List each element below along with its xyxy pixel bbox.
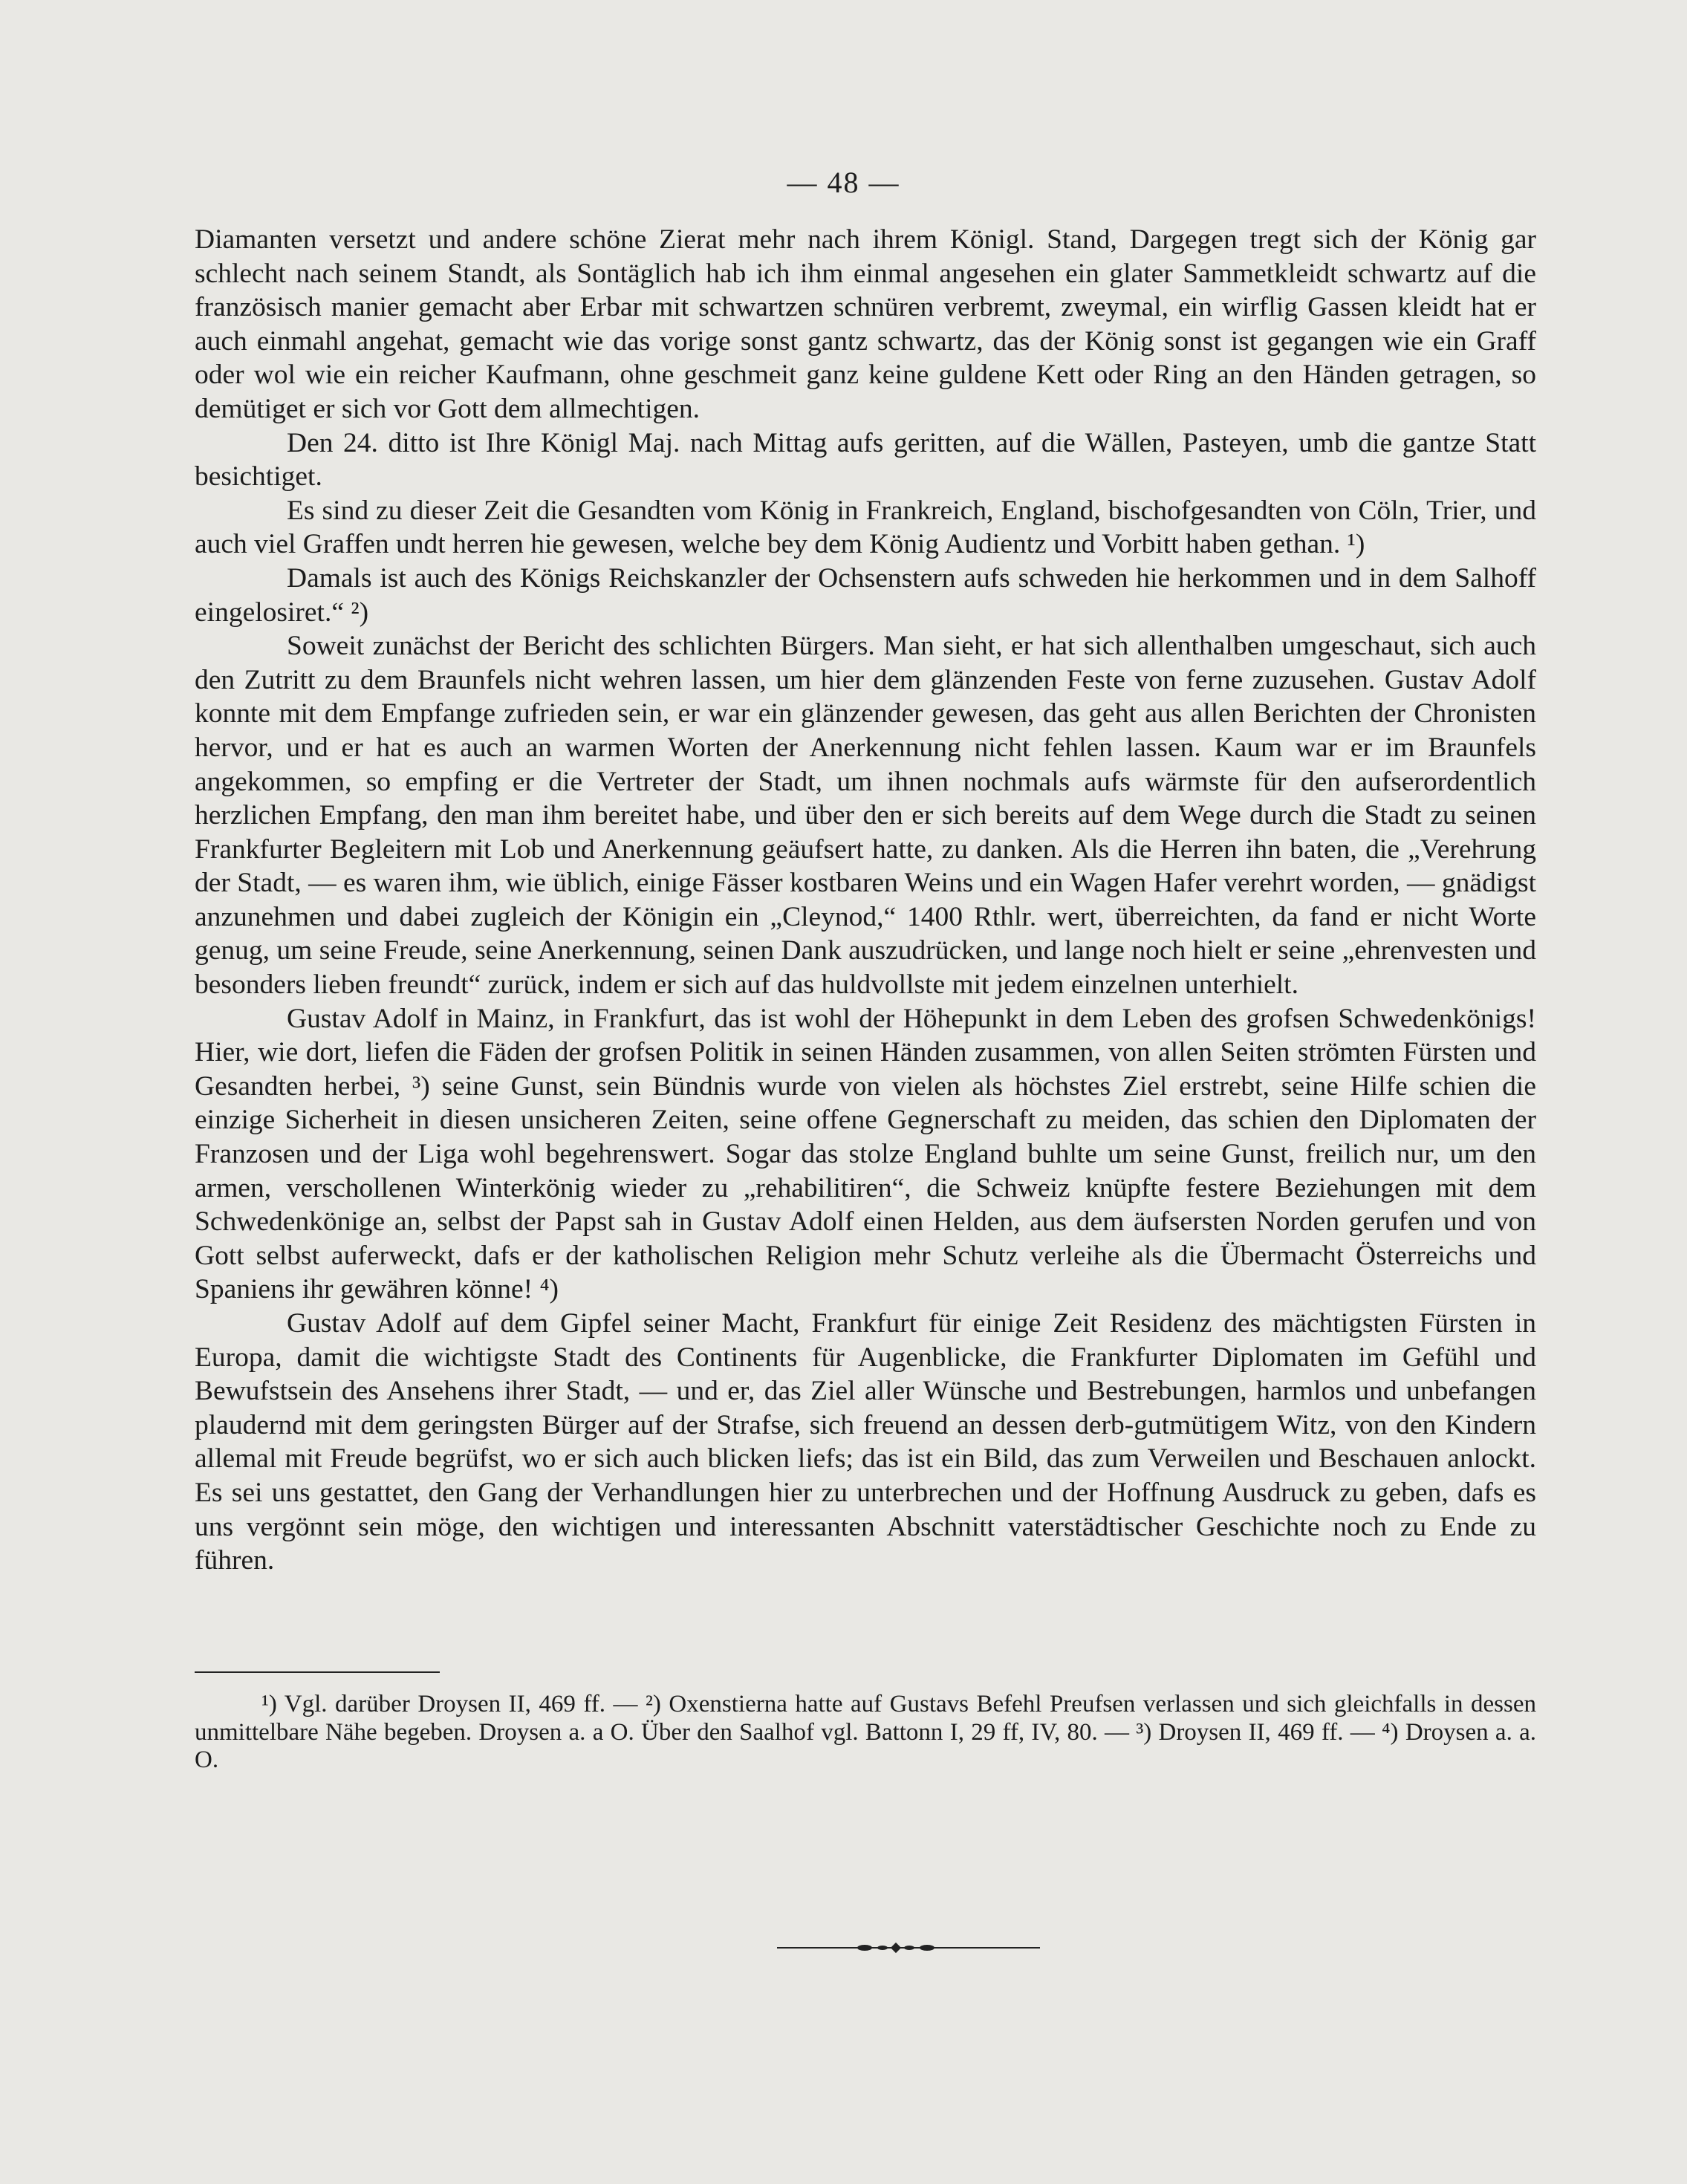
end-ornament-icon bbox=[777, 1942, 1040, 1954]
paragraph: Den 24. ditto ist Ihre Königl Maj. nach Mittag aufs geritten, auf die Wällen, Pasteyen, umb die gantze Statt besichtiget. bbox=[195, 427, 1536, 493]
footnote-separator bbox=[195, 1671, 440, 1673]
footnotes bbox=[195, 1691, 1536, 1775]
paragraph: Gustav Adolf in Mainz, in Frankfurt, das ist wohl der Höhepunkt in dem Leben des grofsen Schwedenkönigs! Hier, wie dort, liefen die Fäden der grofsen Politik in seinen Händen zusammen, von allen Seiten strömten Fürsten und Gesandten herbei, ³) seine Gunst, sein Bündnis wurde von vielen als höchstes Ziel erstrebt, seine Hilfe schien die einzige Sicherheit in diesen unsicheren Zeiten, seine offene Gegnerschaft zu meiden, das schien den Diplomaten der Franzosen und der Liga wohl begehrenswert. Sogar das stolze England buhlte um seine Gunst, freilich nur, um den armen, verschollenen Winterkönig wieder zu „rehabilitiren“, die Schweiz knüpfte festere Beziehungen mit dem Schwedenkönige an, selbst der Papst sah in Gustav Adolf einen Helden, aus dem äufsersten Norden gerufen und von Gott selbst auferweckt, dafs er der katholischen Religion mehr Schutz verleihe als die Übermacht Österreichs und Spaniens ihr gewähren könne! ⁴) bbox=[195, 1003, 1536, 1305]
paragraph: Soweit zunächst der Bericht des schlichten Bürgers. Man sieht, er hat sich allenthalben umgeschaut, sich auch den Zutritt zu dem Braunfels nicht wehren lassen, um hier dem glänzenden Feste von ferne zuzusehen. Gustav Adolf konnte mit dem Empfange zufrieden sein, er war ein glänzender gewesen, das geht aus allen Berichten der Chronisten hervor, und er hat es auch an warmen Worten der Anerkennung nicht fehlen lassen. Kaum war er im Braunfels angekommen, so empfing er die Vertreter der Stadt, um ihnen nochmals aufs wärmste für den aufserordentlich herzlichen Empfang, den man ihm bereitet habe, und über den er sich bereits auf dem Wege durch die Stadt zu seinen Frankfurter Begleitern mit Lob und Anerkennung geäufsert hatte, zu danken. Als die Herren ihn baten, die „Verehrung der Stadt, — es waren ihm, wie üblich, einige Fässer kostbaren Weins und ein Wagen Hafer verehrt worden, — gnädigst anzunehmen und dabei zugleich der Königin ein „Cleynod,“ 1400 Rthlr. wert, überreichten, da fand er nicht Worte genug, um seine Freude, seine Anerkennung, seinen Dank auszudrücken, und lange noch hielt er seine „ehrenvesten und besonders lieben freundt“ zurück, indem er sich auf das huldvollste mit jedem einzelnen unterhielt. bbox=[195, 631, 1536, 1001]
paragraph: Diamanten versetzt und andere schöne Zierat mehr nach ihrem Königl. Stand, Dargegen tregt sich der König gar schlecht nach seinem Standt, als Sontäglich hab ich ihm einmal angesehen ein glater Sammetkleidt schwartz auf die französisch manier gemacht aber Erbar mit schwartzen schnüren verbremt, zweymal, ein wirflig Gassen kleidt hat er auch einmahl angehat, gemacht wie das vorige sonst gantz schwartz, das der König sonst ist gegangen wie ein Graff oder wol wie ein reicher Kaufmann, ohne geschmeit ganz keine guldene Kett oder Ring an den Händen getragen, so demütiget er sich vor Gott dem allmechtigen. bbox=[195, 224, 1536, 424]
page-number: — 48 — bbox=[787, 166, 900, 199]
end-ornament-graphic bbox=[777, 1942, 1040, 1954]
body-text bbox=[195, 223, 1536, 1578]
paragraph: Gustav Adolf auf dem Gipfel seiner Macht, Frankfurt für einige Zeit Residenz des mächtigsten Fürsten in Europa, damit die wichtigste Stadt des Continents für Augenblicke, die Frankfurter Diplomaten im Gefühl und Bewufstsein des Ansehens ihrer Stadt, — und er, das Ziel aller Wünsche und Bestrebungen, harmlos und unbefangen plaudernd mit dem geringsten Bürger auf der Strafse, sich freuend an dessen derb-gutmütigem Witz, von den Kindern allemal mit Freude begrüfst, wo er sich auch blicken liefs; das ist ein Bild, das zum Verweilen und Beschauen anlockt. Es sei uns gestattet, den Gang der Verhandlungen hier zu unterbrechen und der Hoffnung Ausdruck zu geben, dafs es uns vergönnt sein möge, den wichtigen und interessanten Abschnitt vaterstädtischer Geschichte noch zu Ende zu führen. bbox=[195, 1308, 1536, 1576]
paragraph: Damals ist auch des Königs Reichskanzler der Ochsenstern aufs schweden hie herkommen und in dem Salhoff eingelosiret.“ ²) bbox=[195, 562, 1536, 628]
paragraph: Es sind zu dieser Zeit die Gesandten vom König in Frankreich, England, bischofgesandten von Cöln, Trier, und auch viel Graffen undt herren hie gewesen, welche bey dem König Audientz und Vorbitt haben gethan. ¹) bbox=[195, 495, 1536, 560]
footnote: ¹) Vgl. darüber Droysen II, 469 ff. — ²) Oxenstierna hatte auf Gustavs Befehl Preufsen verlassen und sich gleichfalls in dessen unmittelbare Nähe begeben. Droysen a. a O. Über den Saalhof vgl. Battonn I, 29 ff, IV, 80. — ³) Droysen II, 469 ff. — ⁴) Droysen a. a. O. bbox=[195, 1691, 1536, 1773]
